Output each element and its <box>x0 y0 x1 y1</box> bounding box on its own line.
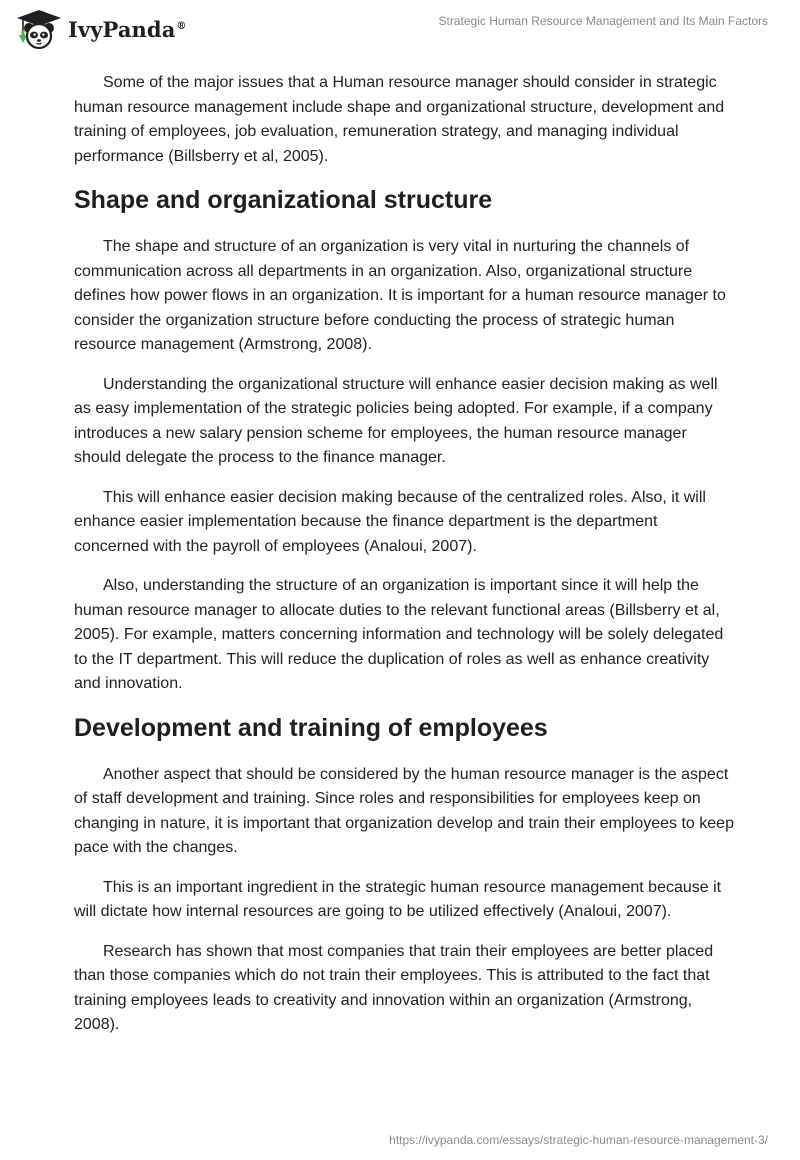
paragraph: This will enhance easier decision making because of the centralized roles. Also, it will enhance easier implementation because the finance department is the department concerned with the payroll of employees (Analoui, 2007). <box>74 488 706 555</box>
section-heading-structure: Shape and organizational structure <box>74 186 493 214</box>
paragraph: Research has shown that most companies that train their employees are better placed than those companies which do not train their employees. This is attributed to the fact that training employees leads to creativity and innovation within an organization (Armstrong, 2008). <box>74 942 714 1033</box>
document-title: Strategic Human Resource Management and Its Main Factors <box>438 14 768 28</box>
logo-wordmark: IvyPanda® <box>68 16 187 42</box>
source-url[interactable]: https://ivypanda.com/essays/strategic-human-resource-management-3/ <box>389 1133 768 1147</box>
paragraph: This is an important ingredient in the strategic human resource management because it will dictate how internal resources are going to be utilized effectively (Analoui, 2007). <box>74 878 722 920</box>
paragraph: The shape and structure of an organization is very vital in nurturing the channels of communication across all departments in an organization. Also, organizational structure defines how power flows in an organization. It is important for a human resource manager to consider the organization structure before conducting the process of strategic human resource management (Armstrong, 2008). <box>74 238 726 353</box>
page-header <box>0 0 800 64</box>
paragraph: Another aspect that should be considered by the human resource manager is the aspect of staff development and training. Since roles and responsibilities for employees keep on changing in nature, it is important that organization develop and train their employees to keep pace with the changes. <box>74 765 734 856</box>
ivypanda-logo[interactable] <box>16 9 187 49</box>
paragraph: Understanding the organizational structure will enhance easier decision making as well as easy implementation of the strategic policies being adopted. For example, if a company introduces a new salary pension scheme for employees, the human resource manager should delegate the process to the finance manager. <box>74 375 718 466</box>
panda-graduate-icon <box>16 9 62 49</box>
paragraph: Also, understanding the structure of an organization is important since it will help the human resource manager to allocate duties to the relevant functional areas (Billsberry et al, 2005). For example, matters concerning information and technology will be solely delegated to the IT department. This will reduce the duplication of roles as well as enhance creativity and innovation. <box>74 577 724 692</box>
section-heading-training: Development and training of employees <box>74 713 548 742</box>
intro-paragraph: Some of the major issues that a Human resource manager should consider in strategic human resource management include shape and organizational structure, development and training of employees, job evaluation, remuneration strategy, and managing individual performance (Billsberry et al, 2005). <box>74 74 725 165</box>
article-body <box>74 71 734 1053</box>
